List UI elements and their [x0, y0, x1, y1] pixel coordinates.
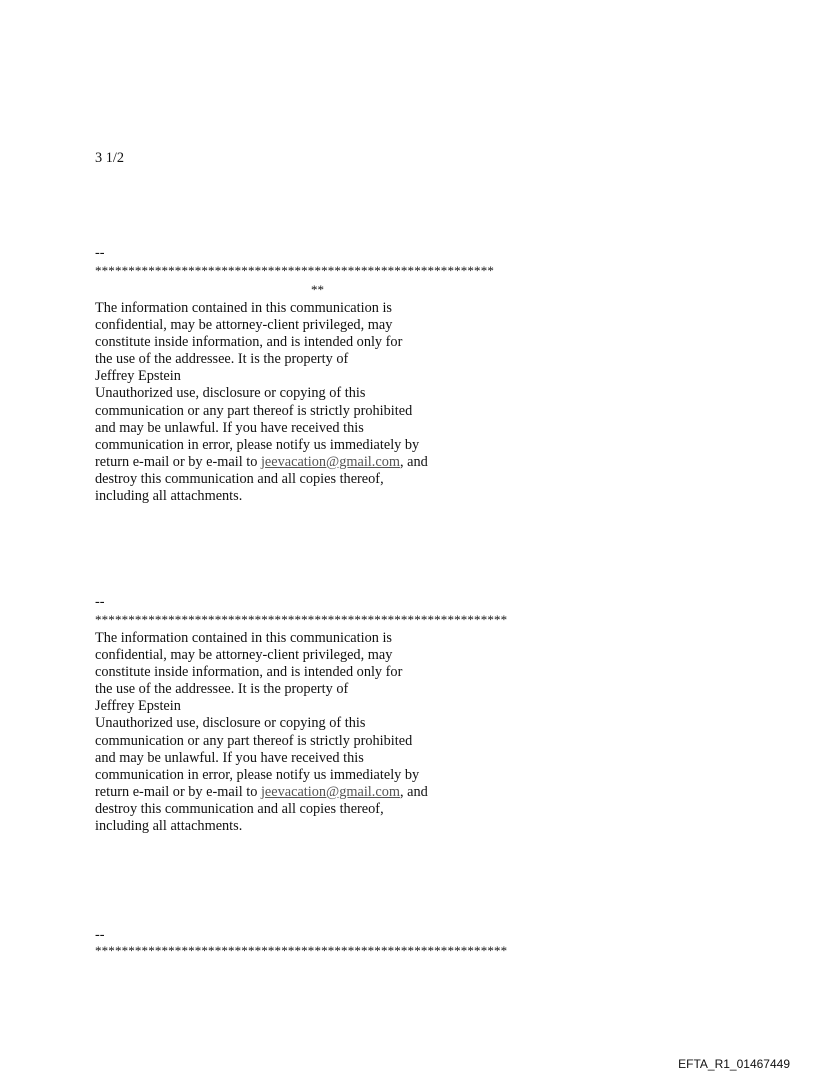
separator-dashes: --: [95, 245, 105, 261]
email-line-prefix: return e-mail or by e-mail to: [95, 783, 261, 800]
disclaimer-line: The information contained in this communication is: [95, 630, 392, 646]
disclaimer-line: communication or any part thereof is strictly prohibited: [95, 402, 413, 419]
disclaimer-line: destroy this communication and all copies thereof,: [95, 470, 384, 487]
disclaimer-line: destroy this communication and all copies thereof,: [95, 800, 384, 817]
disclaimer-line: confidential, may be attorney-client privileged, may: [95, 317, 393, 334]
disclaimer-email-line: [95, 784, 428, 801]
disclaimer-line: Unauthorized use, disclosure or copying of this: [95, 715, 366, 732]
email-line-suffix: , and: [399, 783, 428, 800]
disclaimer-line: constitute inside information, and is intended only for: [95, 664, 403, 681]
confidentiality-disclaimer: [95, 300, 428, 505]
disclaimer-line: The information contained in this communication is: [95, 300, 392, 316]
disclaimer-line: Jeffrey Epstein: [95, 698, 181, 715]
email-link[interactable]: jeevacation@gmail.com: [260, 453, 400, 470]
disclaimer-line: Unauthorized use, disclosure or copying of this: [95, 385, 366, 402]
separator-stars: **************************************************************: [95, 943, 508, 958]
confidentiality-disclaimer: [95, 630, 428, 835]
document-id: EFTA_R1_01467449: [678, 1057, 790, 1071]
disclaimer-line: Jeffrey Epstein: [95, 368, 181, 385]
separator-stars-trailing: **: [311, 282, 324, 297]
disclaimer-line: communication in error, please notify us immediately by: [95, 436, 420, 453]
disclaimer-line: and may be unlawful. If you have received this: [95, 419, 364, 436]
separator-dashes: --: [95, 927, 105, 943]
disclaimer-line: the use of the addressee. It is the property of: [95, 681, 349, 698]
separator-stars: ************************************************************: [95, 263, 494, 278]
disclaimer-email-line: [95, 454, 428, 471]
disclaimer-line: including all attachments.: [95, 488, 243, 505]
separator-dashes: --: [95, 594, 105, 610]
disclaimer-line: and may be unlawful. If you have received this: [95, 749, 364, 766]
email-line-suffix: , and: [399, 453, 428, 470]
page-fraction-text: 3 1/2: [95, 150, 124, 166]
email-link[interactable]: jeevacation@gmail.com: [260, 783, 400, 800]
separator-stars: **************************************************************: [95, 612, 508, 627]
disclaimer-line: including all attachments.: [95, 818, 243, 835]
disclaimer-line: communication in error, please notify us immediately by: [95, 766, 420, 783]
disclaimer-line: constitute inside information, and is intended only for: [95, 334, 403, 351]
disclaimer-line: confidential, may be attorney-client privileged, may: [95, 647, 393, 664]
disclaimer-line: communication or any part thereof is strictly prohibited: [95, 732, 413, 749]
disclaimer-line: the use of the addressee. It is the property of: [95, 351, 349, 368]
email-line-prefix: return e-mail or by e-mail to: [95, 453, 261, 470]
